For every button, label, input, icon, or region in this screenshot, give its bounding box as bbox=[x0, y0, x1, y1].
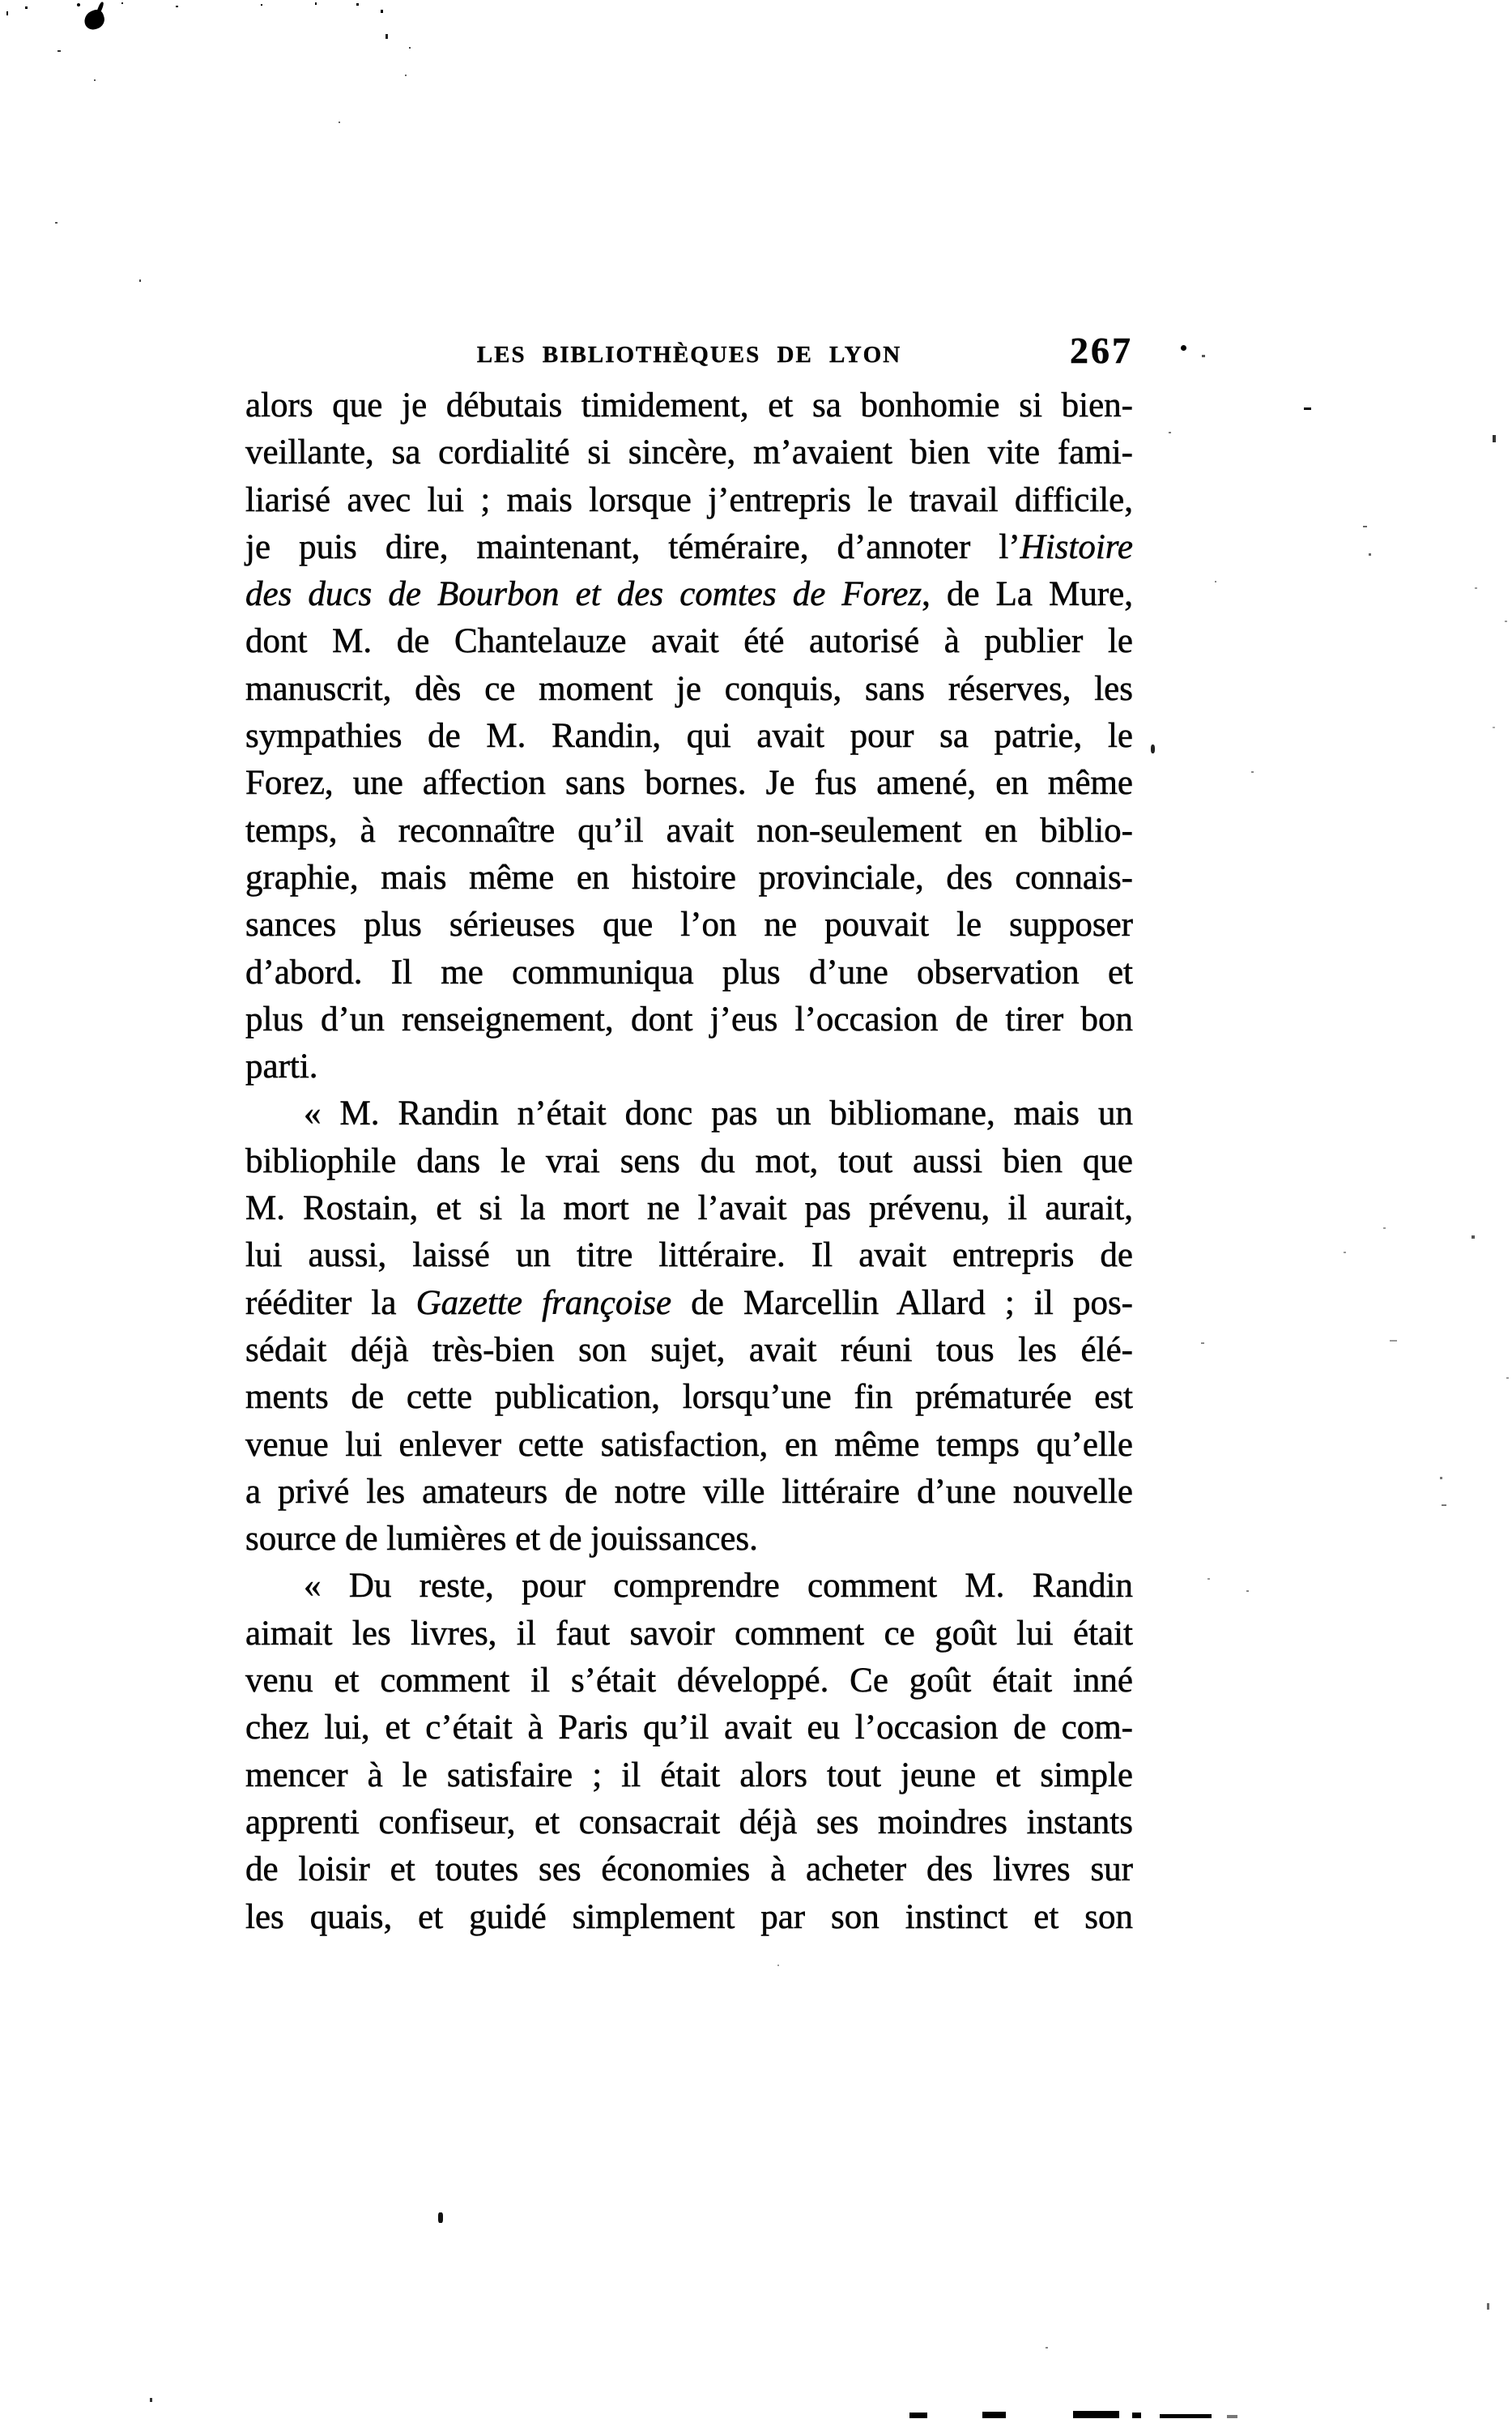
ink-speck bbox=[381, 10, 383, 13]
ink-speck bbox=[1046, 2347, 1048, 2349]
text-line bbox=[245, 429, 1133, 476]
text-line bbox=[245, 1846, 1133, 1893]
ink-speck bbox=[261, 4, 262, 6]
text-line bbox=[245, 1704, 1133, 1751]
text-segment: « M. Randin n’était donc pas un bibliomane, mais un bbox=[304, 1094, 1133, 1133]
ink-speck bbox=[385, 34, 388, 39]
ink-speck bbox=[1344, 1252, 1346, 1253]
text-line bbox=[245, 949, 1133, 996]
text-line bbox=[245, 1894, 1133, 1941]
text-line bbox=[245, 1469, 1133, 1516]
text-segment: lui aussi, laissé un titre littéraire. Il avait entrepris de bbox=[245, 1236, 1133, 1275]
ink-speck bbox=[55, 222, 57, 224]
ink-speck bbox=[139, 279, 141, 282]
text-line bbox=[245, 1611, 1133, 1657]
text-segment: , de La Mure, bbox=[922, 575, 1133, 614]
ink-speck bbox=[1383, 1227, 1386, 1229]
text-line bbox=[245, 808, 1133, 855]
ink-speck bbox=[1505, 621, 1507, 622]
text-line bbox=[245, 1374, 1133, 1421]
ink-speck bbox=[176, 6, 178, 7]
text-segment: aimait les livres, il faut savoir comment ce goût lui était bbox=[245, 1614, 1133, 1653]
text-segment: Forez, une affection sans bornes. Je fus amené, en même bbox=[245, 764, 1133, 803]
ink-speck bbox=[25, 6, 28, 9]
text-segment: d’abord. Il me communiqua plus d’une observation et bbox=[245, 953, 1133, 992]
text-segment: de Marcellin Allard ; il pos- bbox=[671, 1283, 1133, 1322]
text-segment: je puis dire, maintenant, téméraire, d’annoter l’ bbox=[245, 527, 1020, 566]
ink-speck bbox=[1202, 355, 1205, 357]
text-line bbox=[245, 524, 1133, 571]
text-line bbox=[245, 1138, 1133, 1185]
text-segment: mencer à le satisfaire ; il était alors tout jeune et simple bbox=[245, 1756, 1133, 1794]
text-segment: sances plus sérieuses que l’on ne pouvait le supposer bbox=[245, 906, 1133, 945]
ink-speck bbox=[1207, 1578, 1210, 1580]
text-segment: bibliophile dans le vrai sens du mot, tout aussi bien que bbox=[245, 1141, 1133, 1180]
text-segment: de loisir et toutes ses économies à acheter des livres sur bbox=[245, 1850, 1133, 1889]
ink-speck bbox=[438, 2212, 443, 2223]
text-line bbox=[245, 760, 1133, 807]
text-segment: chez lui, et c’était à Paris qu’il avait eu l’occasion de com- bbox=[245, 1709, 1133, 1747]
text-line bbox=[245, 382, 1133, 429]
ink-speck bbox=[1304, 407, 1311, 410]
running-header bbox=[245, 330, 1133, 371]
ink-speck bbox=[1493, 727, 1495, 728]
text-segment: liarisé avec lui ; mais lorsque j’entrepris le travail difficile, bbox=[245, 480, 1133, 519]
text-line bbox=[245, 571, 1133, 618]
ink-speck bbox=[777, 1965, 779, 1966]
running-header-title: LES BIBLIOTHÈQUES DE LYON bbox=[476, 342, 902, 368]
text-line bbox=[245, 1516, 1133, 1563]
page-body-text bbox=[245, 382, 1133, 1941]
ink-speck bbox=[1201, 1342, 1204, 1344]
text-segment: venu et comment il s’était développé. Ce goût était inné bbox=[245, 1662, 1133, 1700]
ink-blot-core bbox=[82, 8, 107, 32]
ink-speck bbox=[1442, 1504, 1446, 1506]
text-line bbox=[245, 1185, 1133, 1232]
ink-speck bbox=[1475, 587, 1477, 589]
text-line bbox=[245, 1232, 1133, 1279]
text-segment: « Du reste, pour comprendre comment M. Randin bbox=[304, 1567, 1133, 1606]
text-segment: plus d’un renseignement, dont j’eus l’occasion de tirer bon bbox=[245, 1000, 1133, 1039]
text-line bbox=[245, 855, 1133, 902]
text-segment: venue lui enlever cette satisfaction, en même temps qu’elle bbox=[245, 1425, 1133, 1464]
ink-speck bbox=[1440, 1477, 1442, 1479]
text-line bbox=[245, 1563, 1133, 1610]
ink-speck bbox=[1151, 744, 1155, 753]
italic-text-segment: des ducs de Bourbon et des comtes de Forez bbox=[245, 575, 922, 614]
text-line bbox=[245, 996, 1133, 1043]
text-segment: parti. bbox=[245, 1047, 318, 1086]
scan-edge-bar bbox=[1160, 2414, 1212, 2418]
text-line bbox=[245, 1752, 1133, 1799]
italic-text-segment: Histoire bbox=[1020, 527, 1133, 566]
text-segment: alors que je débutais timidement, et sa bonhomie si bien- bbox=[245, 386, 1133, 424]
text-segment: veillante, sa cordialité si sincère, m’avaient bien vite fami- bbox=[245, 433, 1133, 472]
page-number: 267 bbox=[1070, 330, 1133, 371]
text-line bbox=[245, 1422, 1133, 1469]
text-line bbox=[245, 713, 1133, 760]
ink-speck bbox=[150, 2398, 152, 2402]
ink-speck bbox=[356, 3, 359, 6]
text-segment: a privé les amateurs de notre ville littéraire d’une nouvelle bbox=[245, 1472, 1133, 1511]
ink-speck bbox=[1169, 432, 1171, 433]
text-segment: les quais, et guidé simplement par son instinct et son bbox=[245, 1897, 1133, 1936]
ink-speck bbox=[121, 2, 123, 4]
ink-speck bbox=[315, 2, 317, 5]
text-line bbox=[245, 1799, 1133, 1846]
ink-speck bbox=[1390, 1340, 1397, 1342]
text-segment: sympathies de M. Randin, qui avait pour sa patrie, le bbox=[245, 717, 1133, 756]
ink-speck bbox=[6, 11, 8, 15]
ink-speck bbox=[1506, 1377, 1509, 1379]
ink-speck bbox=[1493, 435, 1496, 442]
ink-speck bbox=[94, 79, 96, 81]
ink-speck bbox=[1246, 1590, 1249, 1592]
text-line bbox=[245, 1327, 1133, 1374]
ink-speck bbox=[409, 47, 411, 49]
ink-speck bbox=[1215, 581, 1216, 582]
text-segment: apprenti confiseur, et consacrait déjà ses moindres instants bbox=[245, 1803, 1133, 1841]
ink-speck bbox=[57, 50, 61, 52]
ink-speck bbox=[77, 3, 80, 6]
ink-speck bbox=[1487, 2303, 1489, 2310]
text-line bbox=[245, 1280, 1133, 1327]
text-segment: temps, à reconnaître qu’il avait non-seulement en biblio- bbox=[245, 811, 1133, 850]
text-segment: dont M. de Chantelauze avait été autorisé à publier le bbox=[245, 622, 1133, 661]
ink-speck bbox=[1369, 553, 1371, 556]
text-segment: ments de cette publication, lorsqu’une fin prématurée est bbox=[245, 1378, 1133, 1417]
text-line bbox=[245, 1090, 1133, 1137]
text-line bbox=[245, 477, 1133, 524]
text-segment: source de lumières et de jouissances. bbox=[245, 1520, 758, 1559]
text-segment: rééditer la bbox=[245, 1283, 416, 1322]
text-line bbox=[245, 618, 1133, 665]
italic-text-segment: Gazette françoise bbox=[415, 1283, 672, 1322]
text-line bbox=[245, 1657, 1133, 1704]
ink-speck bbox=[1472, 1235, 1475, 1239]
text-line bbox=[245, 902, 1133, 949]
ink-speck bbox=[1363, 526, 1367, 527]
scan-edge-bar bbox=[982, 2412, 1006, 2418]
ink-speck bbox=[1181, 345, 1186, 351]
scan-edge-bar bbox=[909, 2413, 927, 2418]
text-segment: manuscrit, dès ce moment je conquis, sans réserves, les bbox=[245, 669, 1133, 708]
text-segment: sédait déjà très-bien son sujet, avait réuni tous les élé- bbox=[245, 1330, 1133, 1369]
text-segment: graphie, mais même en histoire provinciale, des connais- bbox=[245, 858, 1133, 897]
text-segment: M. Rostain, et si la mort ne l’avait pas prévenu, il aurait, bbox=[245, 1189, 1133, 1228]
scan-edge-bar bbox=[1132, 2413, 1141, 2418]
ink-speck bbox=[405, 75, 407, 76]
ink-speck bbox=[339, 122, 340, 123]
ink-speck bbox=[1251, 771, 1254, 773]
scan-edge-bar bbox=[1227, 2415, 1237, 2418]
scan-edge-bar bbox=[1073, 2411, 1119, 2418]
text-line bbox=[245, 666, 1133, 713]
text-line bbox=[245, 1043, 1133, 1090]
